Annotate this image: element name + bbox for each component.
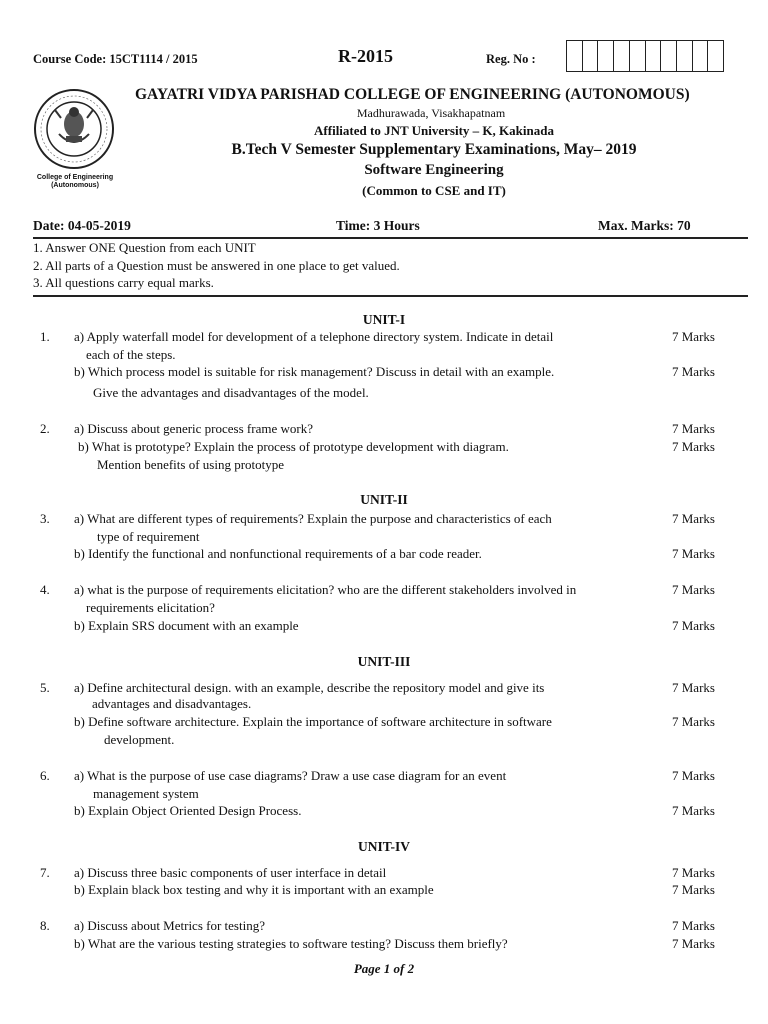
instruction-2: 2. All parts of a Question must be answered in one place to get valued.: [33, 258, 400, 273]
question-marks: 7 Marks: [672, 329, 715, 344]
course-code: Course Code: 15CT1114 / 2015: [33, 52, 198, 66]
question-marks: 7 Marks: [672, 936, 715, 951]
question-marks: 7 Marks: [672, 865, 715, 880]
question-marks: 7 Marks: [672, 680, 715, 695]
question-marks: 7 Marks: [672, 421, 715, 436]
subject-name: Software Engineering: [364, 162, 504, 178]
common-note: (Common to CSE and IT): [362, 183, 506, 198]
unit-2-heading: UNIT-II: [360, 492, 408, 507]
question-text: a) what is the purpose of requirements elicitation? who are the different stakeholders involved in: [74, 582, 577, 597]
question-text: a) What is the purpose of use case diagrams? Draw a use case diagram for an event: [74, 768, 507, 783]
question-number: 3.: [40, 511, 50, 526]
reg-no-boxes[interactable]: [566, 40, 724, 72]
question-text: Give the advantages and disadvantages of the model.: [93, 385, 369, 400]
question-text: b) What are the various testing strategies to software testing? Discuss them briefly?: [74, 936, 508, 951]
regulation: R-2015: [338, 46, 393, 66]
question-text: type of requirement: [97, 529, 200, 544]
question-text: advantages and disadvantages.: [92, 696, 252, 711]
college-location: Madhurawada, Visakhapatnam: [356, 106, 506, 120]
exam-title: B.Tech V Semester Supplementary Examinations, May– 2019: [231, 141, 637, 158]
question-marks: 7 Marks: [672, 803, 715, 818]
unit-1-heading: UNIT-I: [362, 312, 406, 327]
question-text: b) Explain Object Oriented Design Process.: [74, 803, 302, 818]
question-number: 1.: [40, 329, 50, 344]
question-text: requirements elicitation?: [86, 600, 215, 615]
question-marks: 7 Marks: [672, 364, 715, 379]
question-marks: 7 Marks: [672, 714, 715, 729]
question-text: b) Explain SRS document with an example: [74, 618, 299, 633]
affiliation: Affiliated to JNT University – K, Kakinada: [314, 123, 554, 138]
exam-date: Date: 04-05-2019: [33, 218, 131, 233]
question-number: 7.: [40, 865, 50, 880]
question-marks: 7 Marks: [672, 439, 715, 454]
question-text: a) Discuss about generic process frame work?: [74, 421, 313, 436]
question-text: a) Discuss three basic components of user interface in detail: [74, 865, 387, 880]
question-text: b) What is prototype? Explain the process of prototype development with diagram.: [78, 439, 509, 454]
question-marks: 7 Marks: [672, 918, 715, 933]
question-marks: 7 Marks: [672, 511, 715, 526]
question-number: 2.: [40, 421, 50, 436]
question-text: b) Identify the functional and nonfunctional requirements of a bar code reader.: [74, 546, 482, 561]
question-text: b) Define software architecture. Explain the importance of software architecture in software: [74, 714, 552, 729]
max-marks: Max. Marks: 70: [598, 218, 691, 233]
instruction-3: 3. All questions carry equal marks.: [33, 275, 214, 290]
question-text: a) What are different types of requirements? Explain the purpose and characteristics of each: [74, 511, 552, 526]
question-text: b) Explain black box testing and why it is important with an example: [74, 882, 434, 897]
instruction-1: 1. Answer ONE Question from each UNIT: [33, 240, 256, 255]
reg-no-label: Reg. No :: [486, 52, 536, 66]
unit-3-heading: UNIT-III: [357, 654, 411, 669]
unit-4-heading: UNIT-IV: [357, 839, 411, 854]
question-text: a) Define architectural design. with an example, describe the repository model and give its: [74, 680, 545, 695]
question-marks: 7 Marks: [672, 882, 715, 897]
question-text: a) Apply waterfall model for development of a telephone directory system. Indicate in detail: [74, 329, 554, 344]
page-number: Page 1 of 2: [353, 961, 415, 976]
question-marks: 7 Marks: [672, 768, 715, 783]
question-text: b) Which process model is suitable for risk management? Discuss in detail with an example.: [74, 364, 555, 379]
question-text: development.: [104, 732, 175, 747]
question-text: management system: [93, 786, 199, 801]
question-text: Mention benefits of using prototype: [97, 457, 285, 472]
logo-caption-2: (Autonomous): [51, 182, 99, 189]
question-number: 4.: [40, 582, 50, 597]
exam-time: Time: 3 Hours: [336, 218, 420, 233]
question-number: 8.: [40, 918, 50, 933]
question-marks: 7 Marks: [672, 618, 715, 633]
question-marks: 7 Marks: [672, 546, 715, 561]
divider-bottom: [33, 295, 748, 297]
question-text: a) Discuss about Metrics for testing?: [74, 918, 265, 933]
divider-top: [33, 237, 748, 239]
question-number: 5.: [40, 680, 50, 695]
question-marks: 7 Marks: [672, 582, 715, 597]
college-name: GAYATRI VIDYA PARISHAD COLLEGE OF ENGINEERING (AUTONOMOUS): [135, 86, 690, 103]
question-number: 6.: [40, 768, 50, 783]
question-text: each of the steps.: [86, 347, 176, 362]
logo-caption-1: College of Engineering: [36, 174, 114, 181]
